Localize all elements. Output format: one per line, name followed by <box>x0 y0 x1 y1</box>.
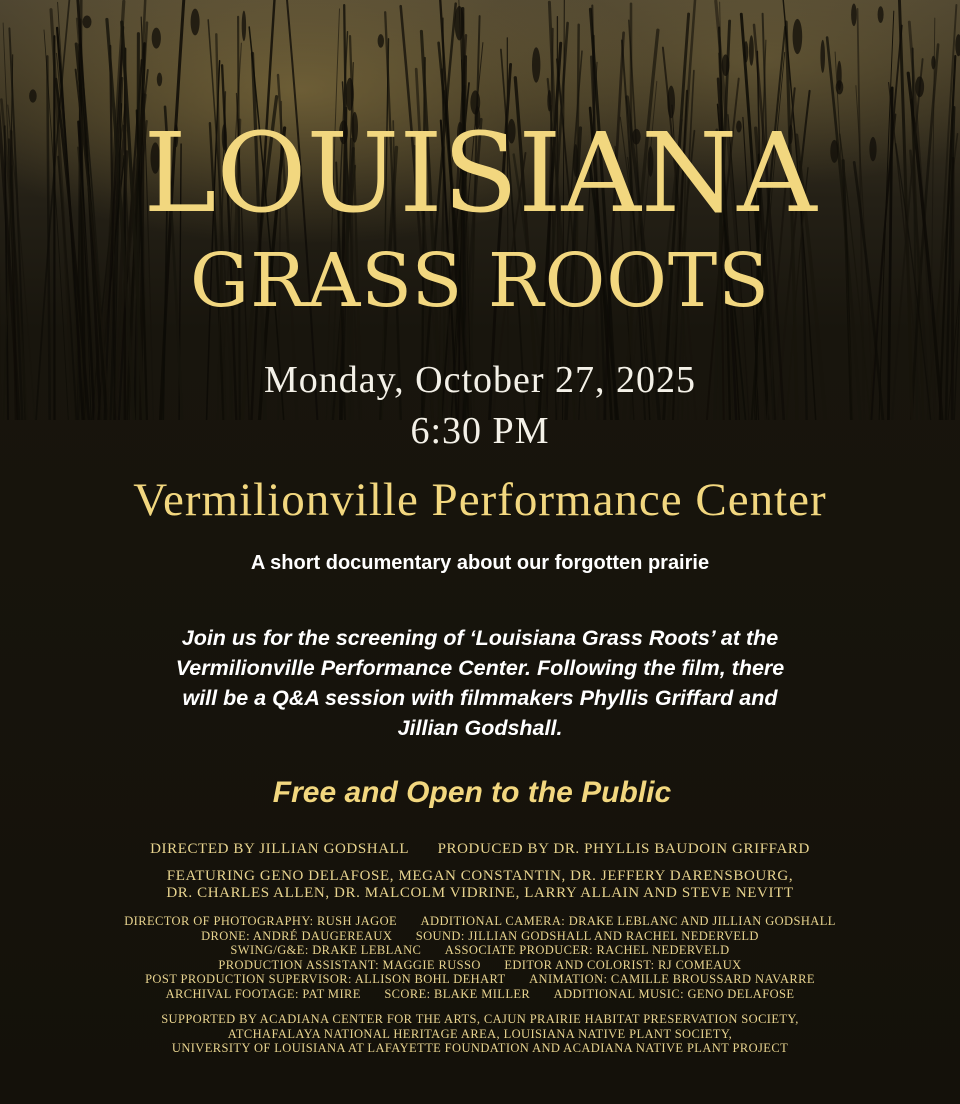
crew-credit: PRODUCTION ASSISTANT: MAGGIE RUSSO <box>218 957 481 972</box>
admission-note: Free and Open to the Public <box>272 776 672 809</box>
crew-credit: ADDITIONAL CAMERA: DRAKE LEBLANC AND JILLIAN GODSHALL <box>420 914 836 928</box>
film-title-line-2: GRASS ROOTS <box>190 238 770 324</box>
supporter-line: UNIVERSITY OF LOUISIANA AT LAFAYETTE FOUNDATION AND ACADIANA NATIVE PLANT PROJECT <box>171 1041 789 1055</box>
event-date: Monday, October 27, 2025 <box>263 359 697 401</box>
film-title-line-1: LOUISIANA <box>143 109 817 237</box>
crew-credit: ASSOCIATE PRODUCER: RACHEL NEDERVELD <box>444 943 730 957</box>
crew-credit: SOUND: JILLIAN GODSHALL AND RACHEL NEDERVELD <box>415 928 759 943</box>
director-credit: DIRECTED BY JILLIAN GODSHALL <box>150 841 410 857</box>
supporter-line: ATCHAFALAYA NATIONAL HERITAGE AREA, LOUISIANA NATIVE PLANT SOCIETY, <box>227 1026 733 1041</box>
event-venue: Vermilionville Performance Center <box>133 474 827 526</box>
crew-credit: EDITOR AND COLORIST: RJ COMEAUX <box>504 957 742 972</box>
film-tagline: A short documentary about our forgotten prairie <box>250 552 710 574</box>
credits-main <box>0 840 960 858</box>
description-line: Vermilionville Performance Center. Following the film, there <box>175 656 785 680</box>
crew-credit: ARCHIVAL FOOTAGE: PAT MIRE <box>165 986 361 1001</box>
event-description <box>60 623 900 743</box>
credits-supporters <box>0 1012 960 1056</box>
description-line: will be a Q&A session with filmmakers Phyllis Griffard and <box>182 686 778 710</box>
featuring-line: FEATURING GENO DELAFOSE, MEGAN CONSTANTIN, DR. JEFFERY DARENSBOURG, <box>166 868 794 884</box>
crew-credit: ADDITIONAL MUSIC: GENO DELAFOSE <box>553 986 795 1001</box>
credits-featuring <box>0 868 960 902</box>
event-time: 6:30 PM <box>410 410 550 452</box>
featuring-line: DR. CHARLES ALLEN, DR. MALCOLM VIDRINE, LARRY ALLAIN AND STEVE NEVITT <box>166 885 794 901</box>
producer-credit: PRODUCED BY DR. PHYLLIS BAUDOIN GRIFFARD <box>437 841 810 857</box>
crew-credit: SCORE: BLAKE MILLER <box>384 986 531 1001</box>
supporter-line: SUPPORTED BY ACADIANA CENTER FOR THE ARTS, CAJUN PRAIRIE HABITAT PRESERVATION SOCIETY, <box>161 1012 799 1026</box>
description-line: Jillian Godshall. <box>397 716 563 740</box>
crew-credit: DRONE: ANDRÉ DAUGEREAUX <box>201 928 393 943</box>
crew-credit: DIRECTOR OF PHOTOGRAPHY: RUSH JAGOE <box>124 914 398 928</box>
credits-crew <box>0 914 960 1001</box>
crew-credit: ANIMATION: CAMILLE BROUSSARD NAVARRE <box>529 972 815 986</box>
crew-credit: POST PRODUCTION SUPERVISOR: ALLISON BOHL DEHART <box>145 972 506 986</box>
crew-credit: SWING/G&E: DRAKE LEBLANC <box>230 943 422 957</box>
description-line: Join us for the screening of ‘Louisiana Grass Roots’ at the <box>181 626 779 650</box>
